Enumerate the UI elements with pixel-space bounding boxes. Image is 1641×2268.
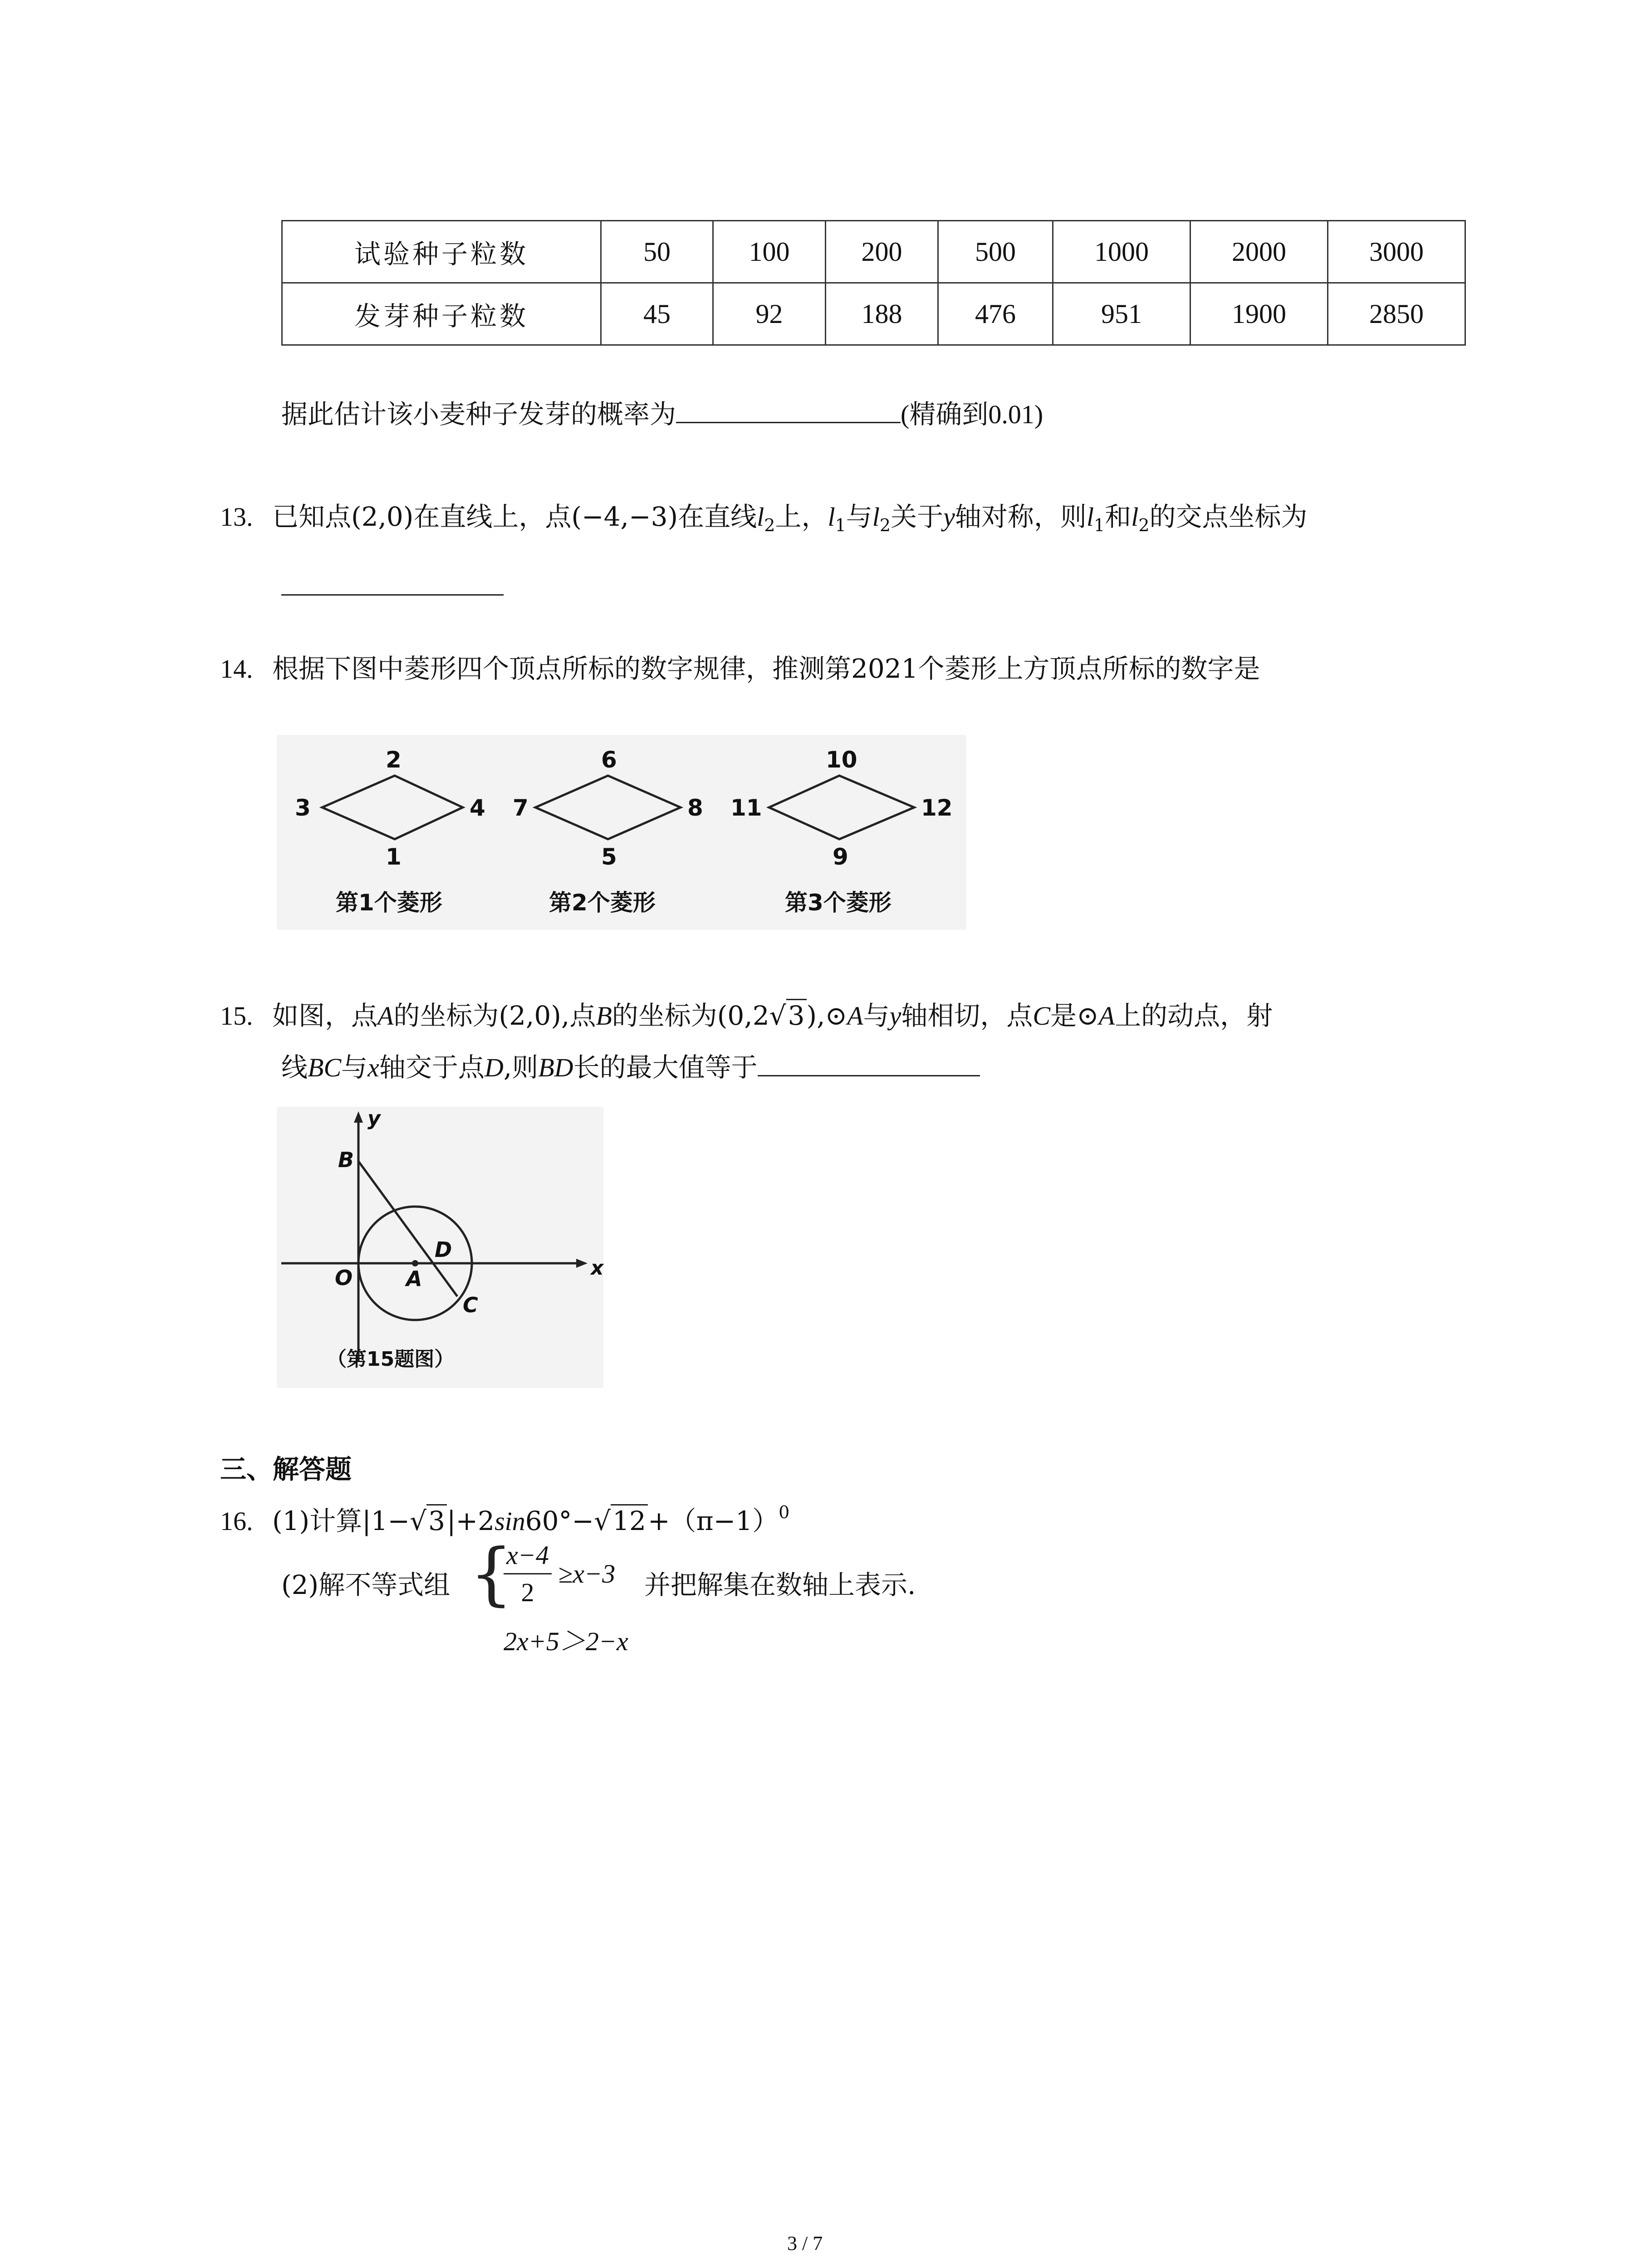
q15-text: 轴相切，点 bbox=[901, 1000, 1033, 1031]
fraction-denominator: 2 bbox=[504, 1573, 552, 1608]
rhombus-top-label: 10 bbox=[826, 747, 857, 773]
axis-symbol: y bbox=[889, 1001, 901, 1031]
point-symbol: C bbox=[1033, 1001, 1051, 1031]
q16-text: (1)计算|1− bbox=[272, 1505, 410, 1536]
rhombus-caption: 第3个菱形 bbox=[785, 890, 892, 916]
y-axis-label: y bbox=[367, 1107, 381, 1130]
q15-text: 是⊙ bbox=[1050, 1000, 1099, 1031]
line-symbol: l bbox=[872, 502, 880, 532]
question-15-line-1 bbox=[220, 1002, 1273, 1029]
rhombus-top-label: 6 bbox=[601, 747, 617, 773]
table-cell: 2000 bbox=[1190, 221, 1328, 283]
q16-text: (2)解不等式组 bbox=[281, 1569, 451, 1600]
question-15-line-2 bbox=[281, 1052, 980, 1081]
radicand: 12 bbox=[611, 1504, 648, 1536]
point-symbol: D bbox=[484, 1053, 504, 1082]
point-symbol: A bbox=[847, 1001, 863, 1031]
rhombus-bottom-label: 5 bbox=[601, 844, 617, 870]
figure-caption: （第15题图） bbox=[327, 1348, 455, 1371]
q13-text: 轴对称，则 bbox=[955, 501, 1087, 532]
point-a-dot bbox=[412, 1260, 418, 1266]
table-header-cell: 发芽种子粒数 bbox=[282, 283, 601, 345]
q13-text: 已知点(2,0)在直线上，点(−4,−3)在直线 bbox=[272, 501, 757, 532]
page-number: 3 / 7 bbox=[787, 2232, 823, 2254]
q16-text: 60°− bbox=[525, 1505, 594, 1536]
q16-text: |+2 bbox=[447, 1505, 495, 1536]
subscript: 1 bbox=[835, 515, 846, 535]
rhombus-figure bbox=[277, 735, 966, 930]
rhombus-right-label: 12 bbox=[921, 795, 953, 821]
point-symbol: B bbox=[596, 1001, 612, 1031]
inequality-rhs: ≥x−3 bbox=[558, 1559, 616, 1589]
radicand: 3 bbox=[426, 1504, 447, 1536]
rhombus-left-label: 3 bbox=[295, 795, 311, 821]
q13-text: 关于 bbox=[891, 501, 944, 532]
table-cell: 188 bbox=[826, 283, 938, 345]
q15-text: 的坐标为(0,2 bbox=[612, 1000, 769, 1031]
question-16-part-2-label bbox=[281, 1569, 451, 1600]
q15-text: 上的动点，射 bbox=[1115, 1000, 1273, 1031]
table-header-cell: 试验种子粒数 bbox=[282, 221, 601, 283]
q15-text: 与 bbox=[863, 1000, 890, 1031]
section-title: 三、解答题 bbox=[220, 1454, 352, 1485]
question-13 bbox=[220, 503, 1308, 534]
line-symbol: l bbox=[1086, 502, 1094, 532]
q12-line bbox=[281, 399, 1043, 428]
point-d-label: D bbox=[435, 1237, 452, 1262]
question-14 bbox=[220, 655, 1260, 682]
segment-symbol: BC bbox=[308, 1053, 342, 1082]
rhombus-2-shape bbox=[535, 776, 681, 839]
brace-symbol: { bbox=[470, 1535, 513, 1613]
q15-text: ),⊙ bbox=[806, 1000, 847, 1031]
q12-text: 据此估计该小麦种子发芽的概率为 bbox=[281, 399, 676, 430]
q13-text: 与 bbox=[846, 501, 872, 532]
rhombus-caption: 第2个菱形 bbox=[549, 890, 656, 916]
line-symbol: l bbox=[1131, 502, 1139, 532]
rhombus-right-label: 4 bbox=[470, 795, 485, 821]
subscript: 2 bbox=[879, 515, 891, 535]
q13-text: 上， bbox=[775, 501, 828, 532]
answer-blank[interactable] bbox=[676, 399, 901, 423]
q14-text: 根据下图中菱形四个顶点所标的数字规律，推测第2021个菱形上方顶点所标的数字是 bbox=[272, 653, 1260, 684]
table-cell: 1000 bbox=[1053, 221, 1190, 283]
q15-text: 线 bbox=[281, 1052, 308, 1083]
point-b-label: B bbox=[338, 1148, 354, 1172]
question-number: 14. bbox=[220, 654, 253, 684]
exponent: 0 bbox=[779, 1502, 790, 1522]
q15-text: 的坐标为(2,0),点 bbox=[393, 1000, 596, 1031]
subscript: 2 bbox=[764, 515, 775, 535]
table-cell: 476 bbox=[938, 283, 1053, 345]
answer-blank[interactable] bbox=[281, 594, 504, 596]
axis-symbol: y bbox=[943, 502, 955, 532]
subscript: 2 bbox=[1138, 515, 1150, 535]
table-cell: 200 bbox=[826, 221, 938, 283]
rhombus-bottom-label: 9 bbox=[833, 844, 848, 870]
rhombus-left-label: 11 bbox=[730, 795, 762, 821]
table-cell: 92 bbox=[713, 283, 826, 345]
question-number: 13. bbox=[220, 502, 253, 532]
line-symbol: l bbox=[828, 502, 835, 532]
q13-text: 的交点坐标为 bbox=[1149, 501, 1308, 532]
answer-blank[interactable] bbox=[758, 1052, 980, 1076]
q15-text: 与 bbox=[341, 1052, 368, 1083]
rhombus-top-label: 2 bbox=[386, 747, 402, 773]
q15-text: 如图，点 bbox=[272, 1000, 377, 1031]
segment-symbol: BD bbox=[538, 1053, 573, 1082]
table-cell: 951 bbox=[1053, 283, 1190, 345]
point-c-label: C bbox=[463, 1293, 478, 1317]
x-axis-arrow bbox=[576, 1259, 588, 1268]
table-cell: 100 bbox=[713, 221, 826, 283]
point-symbol: A bbox=[1098, 1001, 1115, 1031]
rhombus-bottom-label: 1 bbox=[386, 844, 402, 870]
q12-precision-note: (精确到0.01) bbox=[901, 400, 1043, 429]
x-axis-label: x bbox=[591, 1256, 604, 1280]
q15-text: ,则 bbox=[503, 1052, 539, 1083]
question-16-part-2-end: 并把解集在数轴上表示. bbox=[644, 1569, 916, 1600]
circle-figure bbox=[277, 1107, 603, 1388]
rhombus-left-label: 7 bbox=[513, 795, 529, 821]
rhombus-1-shape bbox=[322, 776, 463, 839]
question-number: 16. bbox=[220, 1506, 253, 1536]
table-cell: 3000 bbox=[1328, 221, 1465, 283]
table-cell: 500 bbox=[938, 221, 1053, 283]
rhombus-right-label: 8 bbox=[687, 795, 703, 821]
fraction-numerator: x−4 bbox=[506, 1540, 549, 1570]
q15-text: 轴交于点 bbox=[379, 1052, 485, 1083]
table-row bbox=[282, 283, 1465, 345]
rhombus-caption: 第1个菱形 bbox=[336, 890, 442, 916]
subscript: 1 bbox=[1094, 515, 1105, 535]
inequality-2: 2x+5＞2−x bbox=[504, 1627, 628, 1656]
table-cell: 50 bbox=[601, 221, 713, 283]
point-symbol: A bbox=[377, 1001, 394, 1031]
question-16-part-1 bbox=[220, 1504, 789, 1535]
sqrt-sign: √ bbox=[410, 1505, 427, 1536]
fraction bbox=[504, 1540, 552, 1608]
line-symbol: l bbox=[757, 502, 764, 532]
table-cell: 45 bbox=[601, 283, 713, 345]
table-cell: 2850 bbox=[1328, 283, 1465, 345]
inequality-1 bbox=[504, 1540, 615, 1608]
question-number: 15. bbox=[220, 1001, 253, 1031]
radicand: 3 bbox=[786, 999, 807, 1031]
seed-table bbox=[281, 220, 1466, 346]
rhombus-3-shape bbox=[769, 776, 914, 839]
q16-text: +（π−1） bbox=[647, 1505, 779, 1536]
q15-text: 长的最大值等于 bbox=[573, 1052, 758, 1083]
table-cell: 1900 bbox=[1190, 283, 1328, 345]
point-a-label: A bbox=[406, 1266, 422, 1291]
sqrt-sign: √ bbox=[594, 1505, 611, 1536]
q13-text: 和 bbox=[1105, 501, 1132, 532]
point-o-label: O bbox=[335, 1266, 353, 1290]
table-row bbox=[282, 221, 1465, 283]
y-axis-arrow bbox=[354, 1111, 363, 1123]
function-name: sin bbox=[495, 1506, 525, 1536]
axis-symbol: x bbox=[367, 1053, 379, 1082]
sqrt-sign: √ bbox=[769, 1000, 786, 1031]
